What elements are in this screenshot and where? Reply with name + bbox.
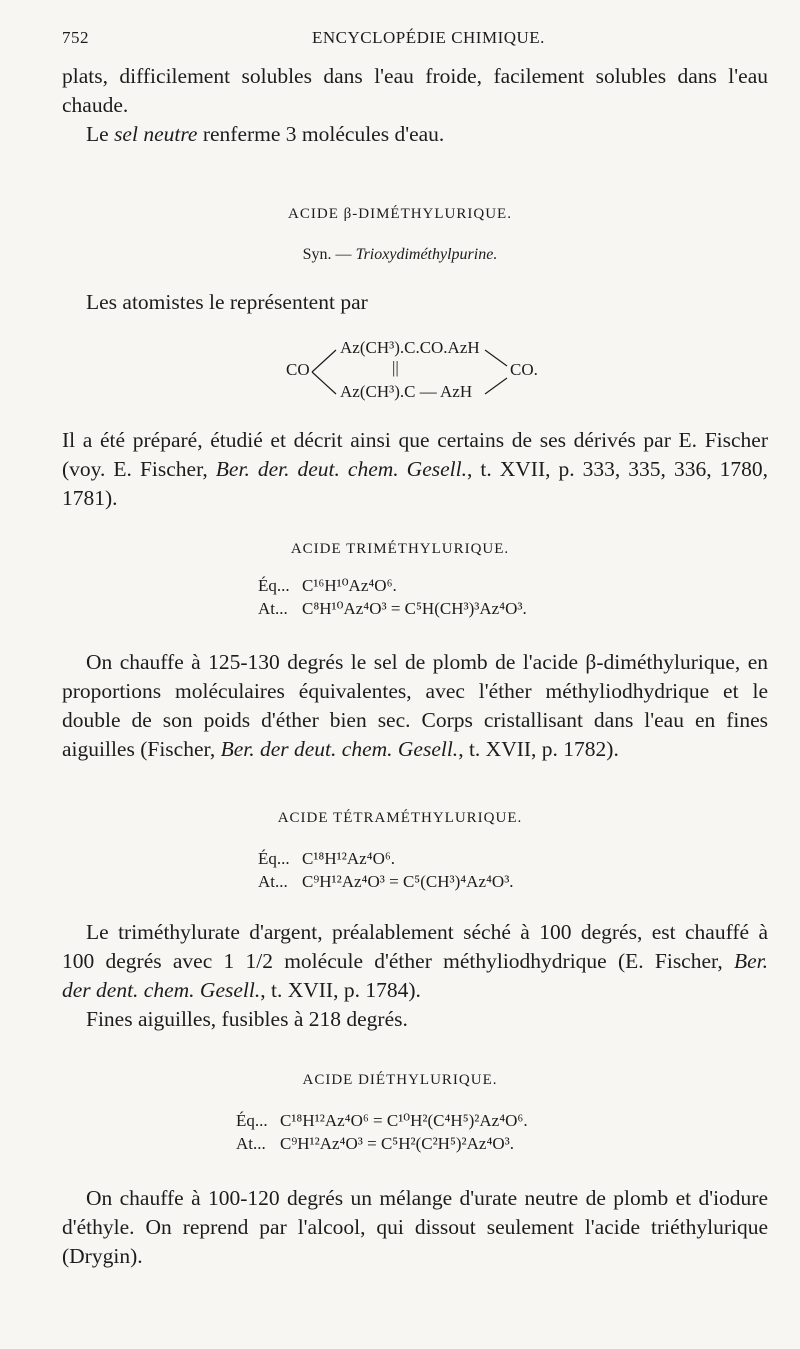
- formula-at: At... C⁸H¹⁰Az⁴O³ = C⁵H(CH³)³Az⁴O³.: [258, 599, 527, 618]
- section-heading: ACIDE β-DIMÉTHYLURIQUE.: [288, 206, 512, 222]
- synonym-line: Syn. — Trioxydiméthylpurine.: [302, 246, 498, 263]
- structure-intro: Les atomistes le représentent par: [86, 290, 368, 314]
- s2-paragraph: On chauffe à 125-130 degrés le sel de plomb de l'acide β-diméthylurique, en proportions moléculaires équivalentes, avec l'éther méthyliodhydrique et le double de son poids d'éther bien sec. Corps cristallisant dans l'eau en fines aiguilles (Fischer, Ber. der deut. chem. Gesell., t. XVII, p. 1782).: [62, 650, 768, 761]
- section-heading: ACIDE TÉTRAMÉTHYLURIQUE.: [277, 810, 523, 826]
- intro-paragraph: [62, 62, 768, 149]
- struct-left: CO: [286, 360, 310, 379]
- text-line: Le sel neutre renferme 3 molécules d'eau.: [86, 122, 445, 146]
- italic-term: sel neutre: [114, 122, 198, 146]
- formula-eq: Éq... C¹⁸H¹²Az⁴O⁶ = C¹⁰H²(C⁴H⁵)²Az⁴O⁶.: [236, 1111, 528, 1130]
- formula-at: At... C⁹H¹²Az⁴O³ = C⁵H²(C²H⁵)²Az⁴O³.: [236, 1134, 515, 1153]
- s3-paragraph: Le triméthylurate d'argent, préalablement séché à 100 degrés, est chauffé à 100 degrés avec 1 1/2 molécule d'éther méthyliodhydrique (E. Fischer, Ber. der dent. chem. Gesell., t. XVII, p. 1784). Fines aiguilles, fusibles à 218 degrés.: [62, 920, 768, 1031]
- formula-eq: Éq... C¹⁶H¹⁰Az⁴O⁶.: [258, 576, 397, 595]
- struct-double-bond: ||: [392, 358, 399, 377]
- running-title: ENCYCLOPÉDIE CHIMIQUE.: [312, 28, 545, 47]
- text-line: chaude.: [62, 93, 129, 117]
- s4-paragraph: On chauffe à 100-120 degrés un mélange d'urate neutre de plomb et d'iodure d'éthyle. On reprend par l'alcool, qui dissout seulement l'acide triéthylurique (Drygin).: [62, 1186, 768, 1268]
- formula-at: At... C⁹H¹²Az⁴O³ = C⁵(CH³)⁴Az⁴O³.: [258, 872, 514, 891]
- structural-formula: [282, 336, 562, 404]
- struct-bottom: Az(CH³).C — AzH: [340, 382, 473, 401]
- text-line: plats, difficilement solubles dans l'eau froide, facilement solubles dans l'eau: [62, 64, 768, 88]
- formula-eq: Éq... C¹⁸H¹²Az⁴O⁶.: [258, 849, 396, 868]
- struct-top: Az(CH³).C.CO.AzH: [340, 338, 480, 357]
- s1-paragraph: Il a été préparé, étudié et décrit ainsi que certains de ses dérivés par E. Fischer (voy. E. Fischer, Ber. der. deut. chem. Gesell., t. XVII, p. 333, 335, 336, 1780, 1781).: [62, 428, 768, 510]
- page-header: [62, 28, 762, 52]
- section-heading: ACIDE TRIMÉTHYLURIQUE.: [290, 541, 510, 557]
- struct-right: CO.: [510, 360, 538, 379]
- section-heading: ACIDE DIÉTHYLURIQUE.: [302, 1072, 498, 1088]
- page-number: 752: [62, 28, 89, 47]
